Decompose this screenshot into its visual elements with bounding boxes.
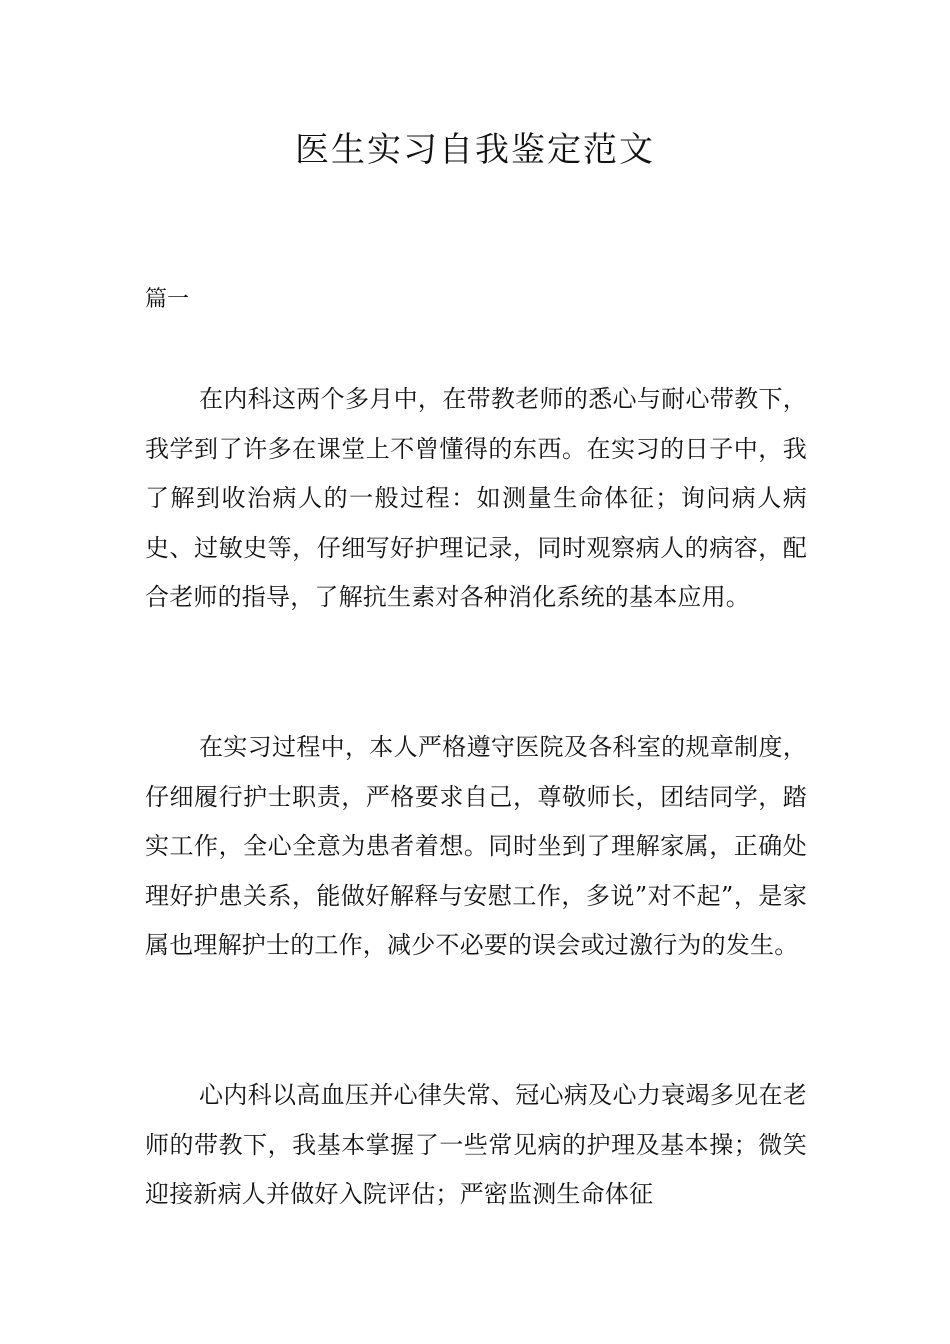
- document-title: 医生实习自我鉴定范文: [295, 130, 655, 170]
- paragraph-2: 在实习过程中，本人严格遵守医院及各科室的规章制度，仔细履行护士职责，严格要求自己，尊敬师长，团结同学，踏实工作，全心全意为患者着想。同时坐到了理解家属，正确处理好护患关系，能做好解释与安慰工作，多说”对不起”，是家属也理解护士的工作，减少不必要的误会或过激行为的发生。: [145, 733, 807, 960]
- paragraph-1: 在内科这两个多月中，在带教老师的悉心与耐心带教下，我学到了许多在课堂上不曾懂得的东西。在实习的日子中，我了解到收治病人的一般过程：如测量生命体征；询问病人病史、过敏史等，仔细写好护理记录，同时观察病人的病容，配合老师的指导，了解抗生素对各种消化系统的基本应用。: [145, 385, 807, 612]
- paragraph-3: 心内科以高血压并心律失常、冠心病及心力衰竭多见在老师的带教下，我基本掌握了一些常见病的护理及基本操；微笑迎接新病人并做好入院评估；严密监测生命体征: [145, 1081, 807, 1209]
- section-heading: 篇一: [145, 287, 190, 312]
